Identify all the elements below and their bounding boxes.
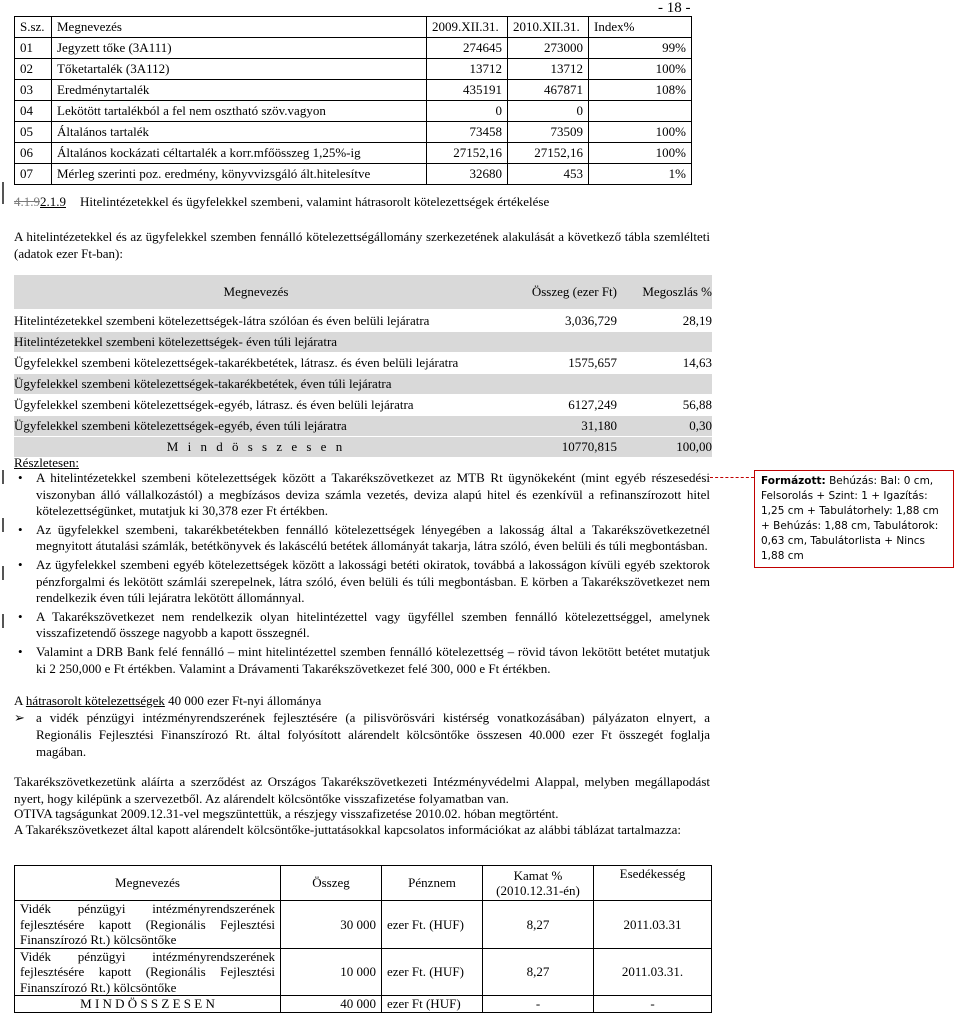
- cell: 8,27: [483, 901, 594, 949]
- list-item-text: Az ügyfelekkel szembeni, takarékbetétekben fennálló kötelezettségek lényegében a lakosság által a Takarékszövetkezetnél megnyitott átutalási számlák, betétkönyvek és lakáscélú betétek állományát takarja, látra szóló, éven belüli és túli megbontásban.: [36, 521, 710, 554]
- cell: 05: [15, 122, 52, 143]
- text-span: 40 000 ezer Ft-nyi állománya: [164, 693, 322, 708]
- cell: 0: [427, 101, 508, 122]
- cell: Jegyzett tőke (3A111): [52, 38, 427, 59]
- cell: 100%: [589, 122, 692, 143]
- table-row: [14, 416, 712, 436]
- cell: Ügyfelekkel szembeni kötelezettségek-takarékbetétek, látrasz. és éven belüli lejáratra: [14, 355, 459, 370]
- cell: 27152,16: [427, 143, 508, 164]
- change-bar: [2, 182, 4, 204]
- cell: 6127,249: [568, 397, 617, 412]
- cell: 0: [508, 101, 589, 122]
- cell: Általános kockázati céltartalék a korr.mfőösszeg 1,25%-ig: [52, 143, 427, 164]
- header-cell: S.sz.: [15, 17, 52, 38]
- cell: ezer Ft (HUF): [382, 996, 483, 1013]
- cell: ezer Ft. (HUF): [382, 948, 483, 996]
- cell: 04: [15, 101, 52, 122]
- change-bar: [2, 470, 4, 484]
- header-cell: 2010.XII.31.: [508, 17, 589, 38]
- table-row: [14, 374, 712, 394]
- cell: 274645: [427, 38, 508, 59]
- header-cell: Összeg (ezer Ft): [531, 284, 617, 299]
- cell: 1575,657: [568, 355, 617, 370]
- cell: 40 000: [281, 996, 382, 1013]
- cell: 467871: [508, 80, 589, 101]
- cell: 03: [15, 80, 52, 101]
- cell: 100%: [589, 59, 692, 80]
- cell: -: [594, 996, 712, 1013]
- table-row: [15, 101, 692, 122]
- cell: Tőketartalék (3A112): [52, 59, 427, 80]
- cell: 1%: [589, 164, 692, 185]
- comment-connector: [710, 477, 754, 478]
- header-cell: Megnevezés: [223, 284, 289, 299]
- header-cell: Pénznem: [382, 866, 483, 901]
- cell: 435191: [427, 80, 508, 101]
- bullet-icon: •: [18, 470, 23, 485]
- cell: Ügyfelekkel szembeni kötelezettségek-takarékbetétek, éven túli lejáratra: [14, 376, 392, 391]
- table-row: [14, 311, 712, 331]
- table-row: [15, 164, 692, 185]
- cell: 2011.03.31.: [594, 948, 712, 996]
- cell: ezer Ft. (HUF): [382, 901, 483, 949]
- table-row: [15, 38, 692, 59]
- arrow-bullet-icon: ➢: [14, 710, 25, 725]
- intro-paragraph: A hitelintézetekkel és az ügyfelekkel szemben fennálló kötelezettségállomány szerkezetének alakulását a következő tábla szemlélteti (adatok ezer Ft-ban):: [14, 229, 710, 261]
- list-item-text: Az ügyfelekkel szembeni egyéb kötelezettségek között a lakossági betéti okiratok, továbbá a lakosságon kívüli egyéb szektorok pénzforgalmi és lekötött számlái szerepelnek, látra szóló, éven belüli és túli megbontásban. E körben a Takarékszövetkezet nem rendelkezik éven túli lejáratra lekötött állománnyal.: [36, 556, 710, 606]
- cell: 07: [15, 164, 52, 185]
- cell: 32680: [427, 164, 508, 185]
- paragraph: OTIVA tagságunkat 2009.12.31-vel megszüntettük, a részjegy visszafizetése 2010.02. hóban megtörtént.: [14, 806, 559, 821]
- cell: Mérleg szerinti poz. eredmény, könyvvizsgáló ált.hitelesítve: [52, 164, 427, 185]
- list-item: [14, 522, 710, 555]
- cell: Lekötött tartalékból a fel nem osztható szöv.vagyon: [52, 101, 427, 122]
- cell: 108%: [589, 80, 692, 101]
- details-label: Részletesen:: [14, 455, 79, 470]
- header-cell: Megnevezés: [15, 866, 281, 901]
- header-cell: Esedékesség: [594, 866, 712, 901]
- arrow-list-item: [14, 709, 710, 760]
- table-row: [14, 353, 712, 373]
- cell: 27152,16: [508, 143, 589, 164]
- cell: 13712: [508, 59, 589, 80]
- total-row: [14, 437, 712, 457]
- cell: Általános tartalék: [52, 122, 427, 143]
- list-item-text: A Takarékszövetkezet nem rendelkezik olyan hitelintézettel vagy ügyféllel szemben fennálló kötelezettséggel, amelynek visszafizetendő összege nagyobb a kapott összegnél.: [36, 608, 710, 641]
- cell: 99%: [589, 38, 692, 59]
- cell: Ügyfelekkel szembeni kötelezettségek-egyéb, látrasz. és éven belüli lejáratra: [14, 397, 414, 412]
- cell: 02: [15, 59, 52, 80]
- paragraph: Takarékszövetkezetünk aláírta a szerződést az Országos Takarékszövetkezeti Intézményvédelmi Alappal, melyben megállapodást nyert, hogy kilépünk a szervezetből. Az alárendelt kölcsöntőke visszafizetése folyamatban van.: [14, 774, 710, 806]
- cell: 10 000: [281, 948, 382, 996]
- table-header-row: [14, 275, 712, 309]
- cell: 30 000: [281, 901, 382, 949]
- header-cell: Megnevezés: [52, 17, 427, 38]
- cell: Ügyfelekkel szembeni kötelezettségek-egyéb, éven túli lejáratra: [14, 418, 347, 433]
- table-row: [15, 948, 712, 996]
- cell: 73458: [427, 122, 508, 143]
- header-cell: Kamat % (2010.12.31-én): [483, 866, 594, 901]
- formatting-comment[interactable]: [754, 470, 954, 568]
- list-item: [14, 470, 710, 520]
- bullet-icon: •: [18, 643, 23, 659]
- change-bar: [2, 614, 4, 628]
- page-number: - 18 -: [658, 0, 691, 16]
- bullet-icon: •: [18, 521, 23, 537]
- cell: 0,30: [689, 418, 712, 433]
- cell: [589, 101, 692, 122]
- header-cell: 2009.XII.31.: [427, 17, 508, 38]
- cell: 453: [508, 164, 589, 185]
- cell: 01: [15, 38, 52, 59]
- list-item-text: Valamint a DRB Bank felé fennálló – mint hitelintézettel szemben fennálló kötelezettség – rövid távon lekötött betétet mutatjuk ki 2 250,000 e Ft értékben. Valamint a Drávamenti Takarékszövetkezet felé 300, 000 e Ft értékben.: [36, 643, 710, 676]
- cell: M I N D Ö S S Z E S E N: [15, 996, 281, 1013]
- list-item-text: A hitelintézetekkel szembeni kötelezettségek között a Takarékszövetkezet az MTB Rt ügynökeként (mint egyéb részesedési viszonyban álló vállalkozástól) a megbízásos deviza számla vezetés, deviza alapú hitel és ezenkívül a refinanszírozott hitel kötelezettségünket, mutatjuk ki 30,378 ezer Ft értékben.: [36, 470, 710, 519]
- header-cell: Index%: [589, 17, 692, 38]
- bullet-icon: •: [18, 556, 23, 572]
- header-cell: Összeg: [281, 866, 382, 901]
- list-item: [14, 644, 710, 677]
- cell: 2011.03.31: [594, 901, 712, 949]
- list-item: [14, 557, 710, 607]
- cell: 06: [15, 143, 52, 164]
- table-header-row: [15, 866, 712, 901]
- paragraph: A Takarékszövetkezet által kapott alárendelt kölcsöntőke-juttatásokkal kapcsolatos információkat az alábbi táblázat tartalmazza:: [14, 822, 681, 837]
- table-row: [15, 80, 692, 101]
- cell: -: [483, 996, 594, 1013]
- cell: 273000: [508, 38, 589, 59]
- text-span: A: [14, 693, 26, 708]
- table-row: [15, 901, 712, 949]
- change-bar: [2, 518, 4, 532]
- cell: Hitelintézetekkel szembeni kötelezettségek- éven túli lejáratra: [14, 334, 338, 349]
- cell: 100%: [589, 143, 692, 164]
- cell: 14,63: [682, 355, 712, 370]
- list-item: [14, 609, 710, 642]
- section-title: Hitelintézetekkel és ügyfelekkel szembeni, valamint hátrasorolt kötelezettségek értékelése: [80, 194, 550, 209]
- list-item-text: a vidék pénzügyi intézményrendszerének fejlesztésére (a pilisvörösvári kistérség vonatkozásában) pályázaton elnyert, a Regionális Fejlesztési Finanszírozó Rt. által folyósított alárendelt kölcsöntőke összesen 40.000 ezer Ft összegét foglalja magában.: [36, 710, 710, 759]
- bullet-list: [14, 470, 710, 679]
- cell: M i n d ö s s z e s e n: [166, 439, 346, 454]
- table-row: [15, 59, 692, 80]
- bullet-icon: •: [18, 608, 23, 624]
- cell: 56,88: [682, 397, 712, 412]
- comment-label: Formázott:: [761, 475, 826, 487]
- subordinated-loan-table: [14, 865, 712, 1013]
- cell: 10770,815: [561, 439, 617, 454]
- header-cell: Megoszlás %: [642, 284, 712, 299]
- table-row: [14, 395, 712, 415]
- cell: 73509: [508, 122, 589, 143]
- cell: Eredménytartalék: [52, 80, 427, 101]
- cell: Vidék pénzügyi intézményrendszerének fejlesztésére kapott (Regionális Fejlesztési Finanszírozó Rt.) kölcsöntőke: [15, 948, 281, 996]
- section-heading: [14, 194, 549, 210]
- underlined-text: hátrasorolt kötelezettségek: [25, 693, 165, 708]
- cell: 13712: [427, 59, 508, 80]
- inserted-number: 2.1.9: [40, 194, 66, 209]
- cell: 100,00: [676, 439, 712, 454]
- cell: 8,27: [483, 948, 594, 996]
- subordinated-line: [14, 693, 321, 709]
- equity-table: [14, 16, 692, 185]
- total-row: [15, 996, 712, 1013]
- cell: Vidék pénzügyi intézményrendszerének fejlesztésére kapott (Regionális Fejlesztési Finanszírozó Rt.) kölcsöntőke: [15, 901, 281, 949]
- cell: 31,180: [581, 418, 617, 433]
- comment-text: Behúzás: Bal: 0 cm, Felsorolás + Szint: 1 + Igazítás: 1,25 cm + Tabulátorhely: 1,88 cm + Behúzás: 1,88 cm, Tabulátorok: 0,63 cm, Tabulátorlista + Nincs 1,88 cm: [761, 475, 939, 562]
- cell: 28,19: [682, 313, 712, 328]
- table-row: [15, 143, 692, 164]
- cell: 3,036,729: [565, 313, 617, 328]
- table-row: [15, 122, 692, 143]
- table-header-row: [15, 17, 692, 38]
- change-bar: [2, 566, 4, 580]
- deleted-number: 4.1.9: [14, 194, 40, 209]
- table-row: [14, 332, 712, 352]
- liabilities-table: [14, 275, 712, 457]
- cell: Hitelintézetekkel szembeni kötelezettségek-látra szólóan és éven belüli lejáratra: [14, 313, 430, 328]
